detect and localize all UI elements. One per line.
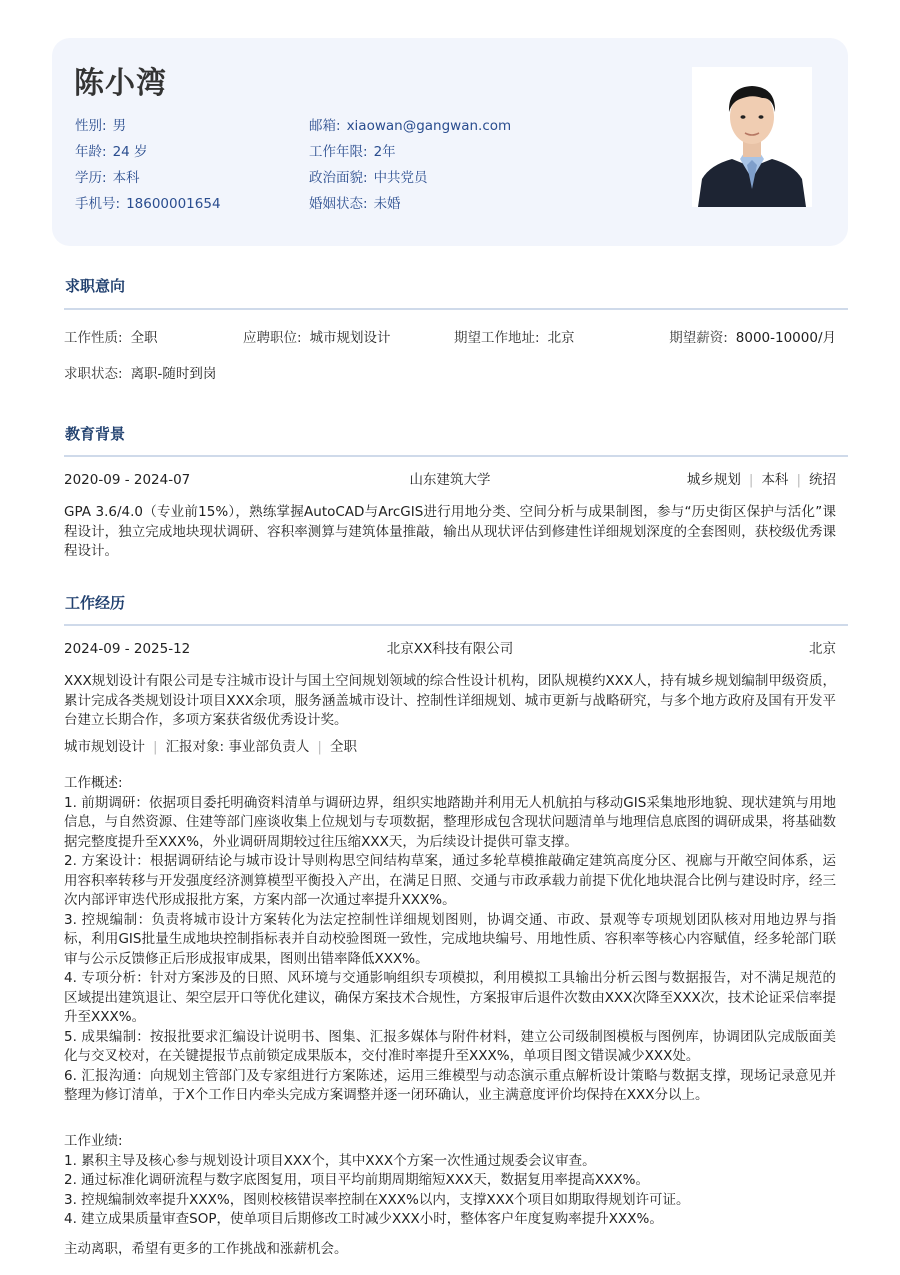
candidate-name: 陈小湾 [74,66,167,101]
email-field: 邮箱: xiaowan@gangwan.com [309,118,512,134]
overview-item: 4. 专项分析：针对方案涉及的日照、风环境与交通影响组织专项模拟，利用模拟工具输出分析云图与数据报告，对不满足规范的区域提出建筑退让、架空层开口等优化建议，确保方案技术合规性，方案报审后退件次数由XXX次降至XXX次，技术论证采信率提升至XXX%。 [64,970,836,1025]
school-name: 山东建筑大学 [409,472,491,488]
study-mode: 统招 [809,472,836,488]
achievement-item: 1. 累积主导及核心参与规划设计项目XXX个，其中XXX个方案一次性通过规委会议审查。 [64,1152,596,1169]
section-title-intent: 求职意向 [65,277,126,295]
overview-item: 5. 成果编制：按报批要求汇编设计说明书、图集、汇报多媒体与附件材料，建立公司级制图模板与图例库，协调团队完成版面美化与交叉校对，在关键提报节点前锁定成果版本，交付准时率提升至XXX%，单项目图文错误减少XXX处。 [64,1028,836,1064]
personal-info-grid [75,117,635,221]
major: 城乡规划 [686,472,741,488]
profile-photo [692,67,812,207]
section-divider [64,308,848,310]
position-field: 应聘职位: 城市规划设计 [243,330,391,346]
intent-row-1 [64,329,836,349]
work-entry-header [64,640,836,660]
education-tags: 城乡规划 | 本科 | 统招 [686,472,836,488]
company-name: 北京XX科技有限公司 [386,641,514,657]
report-to: 汇报对象: 事业部负责人 [165,739,310,755]
achievements-title: 工作业绩: [64,1133,123,1149]
work-achievements [64,1132,836,1230]
employment-type: 全职 [329,739,357,755]
marital-status-field: 婚姻状态: 未婚 [309,196,401,212]
work-overview [64,774,836,1106]
education-description: GPA 3.6/4.0（专业前15%），熟练掌握AutoCAD与ArcGIS进行用地分类、空间分析与成果制图，参与“历史街区保护与活化”课程设计，独立完成地块现状调研、容积率测算与建筑体量推敲，输出从现状评估到修建性详细规划深度的全套图则，获校级优秀课程设计。 [64,504,836,559]
work-years-field: 工作年限: 2年 [309,144,396,160]
role: 城市规划设计 [64,739,145,755]
age-field: 年龄: 24 岁 [75,144,148,160]
section-title-work: 工作经历 [65,594,126,612]
profile-header-card [52,38,848,246]
location-field: 期望工作地址: 北京 [454,330,575,346]
education-level-field: 学历: 本科 [75,170,140,186]
political-status-field: 政治面貌: 中共党员 [309,170,428,186]
gender-field: 性别: 男 [75,118,127,134]
phone-field: 手机号: 18600001654 [75,196,221,212]
work-period: 2024-09 - 2025-12 [64,641,191,657]
section-divider [64,455,848,457]
job-type-field: 工作性质: 全职 [64,330,158,346]
salary-field: 期望薪资: 8000-10000/月 [669,330,836,346]
achievement-item: 2. 通过标准化调研流程与数字底图复用，项目平均前期周期缩短XXX天，数据复用率提高XXX%。 [64,1172,649,1188]
education-period: 2020-09 - 2024-07 [64,472,191,488]
achievement-item: 4. 建立成果质量审查SOP，使单项目后期修改工时减少XXX小时，整体客户年度复购率提升XXX%。 [64,1211,663,1227]
overview-item: 1. 前期调研：依据项目委托明确资料清单与调研边界，组织实地踏勘并利用无人机航拍与移动GIS采集地形地貌、现状建筑与用地信息，与自然资源、住建等部门座谈收集上位规划与专项数据，整理形成包含现状问题清单与地理信息底图的调研成果，将基础数据完整度提升至XXX%，外业调研周期较过往压缩XXX天，为后续设计提供可靠支撑。 [64,794,836,850]
intent-row-2 [64,365,836,385]
leave-reason: 主动离职，希望有更多的工作挑战和涨薪机会。 [64,1241,348,1257]
section-divider [64,624,848,626]
person-portrait-icon [692,67,812,207]
section-title-education: 教育背景 [65,425,126,443]
degree: 本科 [761,472,789,488]
work-role-tags: 城市规划设计 | 汇报对象: 事业部负责人 | 全职 [64,739,357,755]
overview-item: 2. 方案设计：根据调研结论与城市设计导则构思空间结构草案，通过多轮草模推敲确定建筑高度分区、视廊与开敞空间体系，运用容积率转移与开发强度经济测算模型平衡投入产出，在满足日照、交通与市政承载力前提下优化地块混合比例与建设时序，经三次内部评审迭代形成报批方案，方案内部一次通过率提升XXX%。 [64,853,836,908]
overview-title: 工作概述: [64,775,123,791]
work-city: 北京 [809,641,836,657]
company-intro: XXX规划设计有限公司是专注城市设计与国土空间规划领域的综合性设计机构，团队规模约XXX人，持有城乡规划编制甲级资质，累计完成各类规划设计项目XXX余项，服务涵盖城市设计、控制性详细规划、城市更新与战略研究，与多个地方政府及国有开发平台建立长期合作，多项方案获省级优秀设计奖。 [64,673,836,728]
overview-item: 6. 汇报沟通：向规划主管部门及专家组进行方案陈述，运用三维模型与动态演示重点解析设计策略与数据支撑，现场记录意见并整理为修订清单，于X个工作日内牵头完成方案调整并逐一闭环确认，业主满意度评价均保持在XXX分以上。 [64,1067,836,1103]
achievement-item: 3. 控规编制效率提升XXX%，图则校核错误率控制在XXX%以内，支撑XXX个项目如期取得规划许可证。 [64,1191,690,1208]
job-status-field: 求职状态: 离职-随时到岗 [64,366,217,382]
education-entry-header [64,471,836,491]
overview-item: 3. 控规编制：负责将城市设计方案转化为法定控制性详细规划图则，协调交通、市政、景观等专项规划团队核对用地边界与指标，利用GIS批量生成地块控制指标表并自动校验图斑一致性，完成地块编号、用地性质、容积率等核心内容赋值，经多轮部门联审与公示反馈修正后形成报审成果，图则出错率降低XXX%。 [64,911,836,967]
